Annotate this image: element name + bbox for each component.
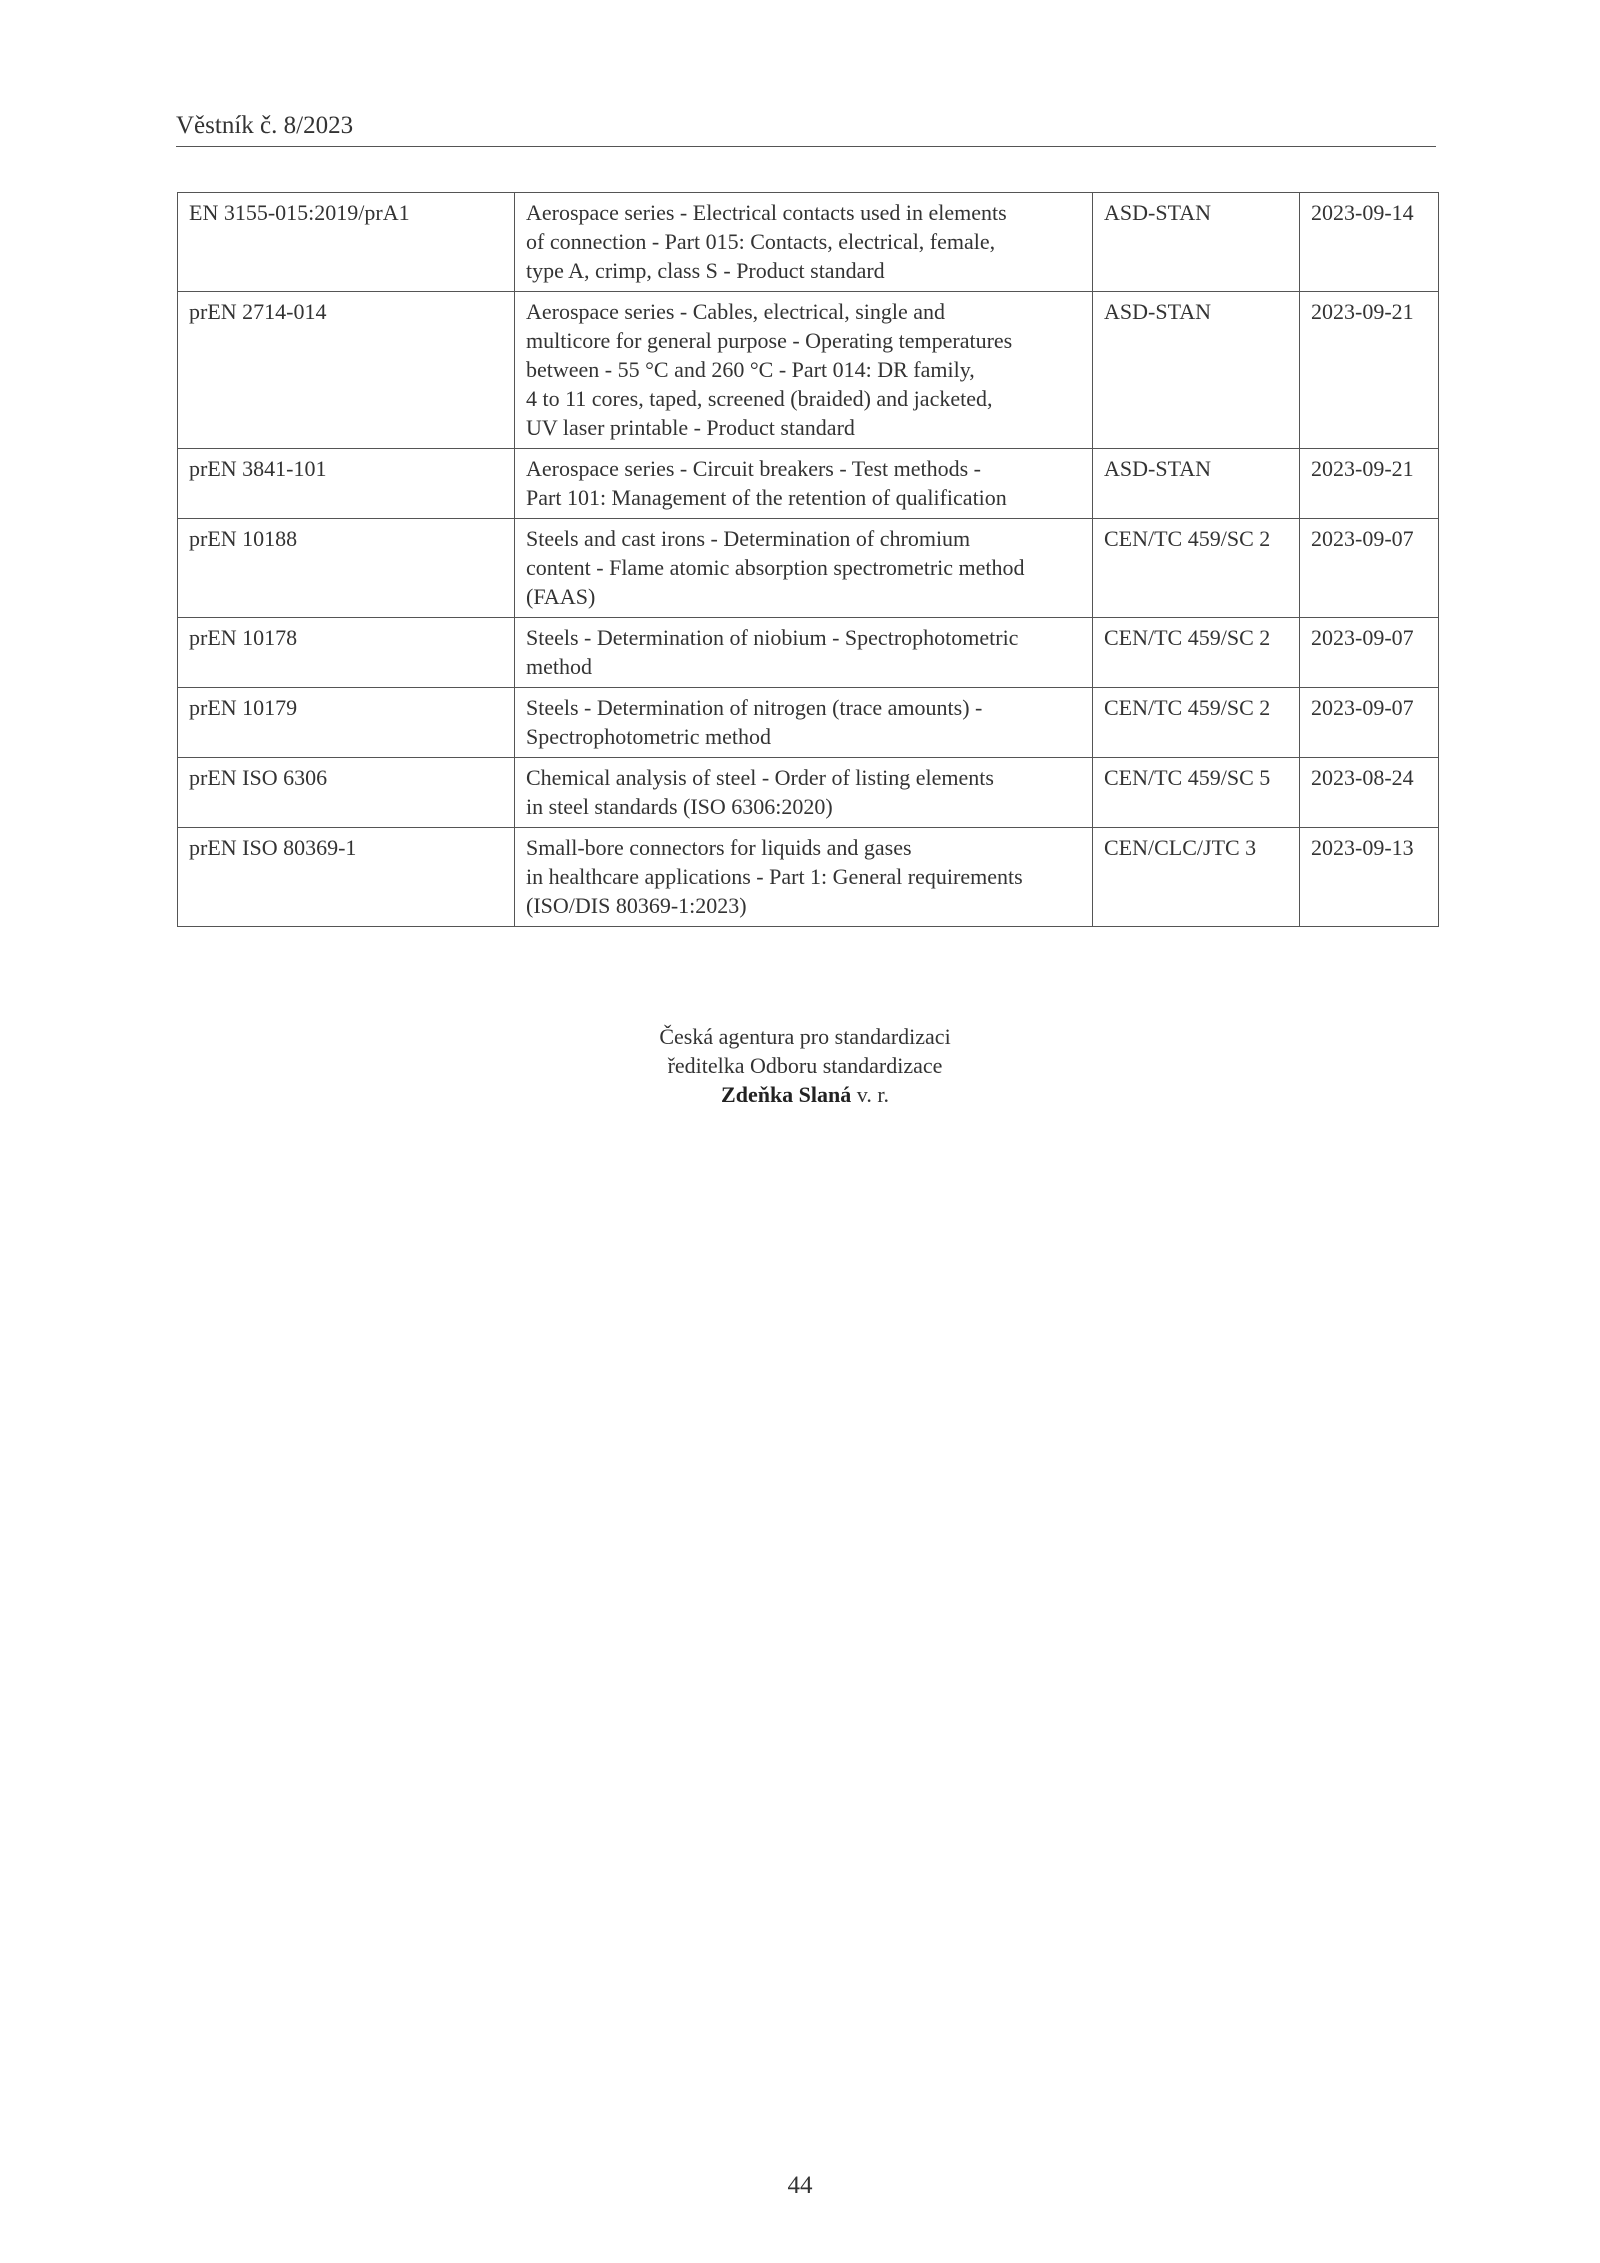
standard-code: prEN ISO 80369-1 <box>178 828 515 927</box>
signatory-role: ředitelka Odboru standardizace <box>667 1053 943 1078</box>
technical-body: CEN/TC 459/SC 2 <box>1093 688 1300 758</box>
technical-body: ASD-STAN <box>1093 292 1300 449</box>
signature-block <box>0 1022 1600 1109</box>
table-row <box>178 519 1439 618</box>
technical-body: ASD-STAN <box>1093 193 1300 292</box>
standard-title: Steels - Determination of nitrogen (trace amounts) - Spectrophotometric method <box>515 688 1093 758</box>
technical-body: CEN/TC 459/SC 5 <box>1093 758 1300 828</box>
standard-title: Steels and cast irons - Determination of chromium content - Flame atomic absorption spectrometric method (FAAS) <box>515 519 1093 618</box>
header-divider <box>176 146 1436 147</box>
deadline-date: 2023-09-21 <box>1300 292 1439 449</box>
standard-code: prEN 3841-101 <box>178 449 515 519</box>
standard-code: prEN 10188 <box>178 519 515 618</box>
table-row <box>178 193 1439 292</box>
standard-title: Aerospace series - Electrical contacts used in elements of connection - Part 015: Contacts, electrical, female, type A, crimp, class S - Product standard <box>515 193 1093 292</box>
signatory-suffix: v. r. <box>851 1082 889 1107</box>
standard-title: Chemical analysis of steel - Order of listing elements in steel standards (ISO 6306:2020) <box>515 758 1093 828</box>
deadline-date: 2023-09-13 <box>1300 828 1439 927</box>
deadline-date: 2023-09-07 <box>1300 618 1439 688</box>
standard-title: Aerospace series - Circuit breakers - Test methods - Part 101: Management of the retention of qualification <box>515 449 1093 519</box>
page-number: 44 <box>787 2172 813 2199</box>
standards-table <box>177 192 1439 927</box>
deadline-date: 2023-09-14 <box>1300 193 1439 292</box>
deadline-date: 2023-09-21 <box>1300 449 1439 519</box>
deadline-date: 2023-09-07 <box>1300 688 1439 758</box>
agency-name: Česká agentura pro standardizaci <box>659 1024 951 1049</box>
technical-body: CEN/TC 459/SC 2 <box>1093 519 1300 618</box>
table-row <box>178 292 1439 449</box>
page-header: Věstník č. 8/2023 <box>176 112 354 139</box>
standard-code: prEN 10178 <box>178 618 515 688</box>
signatory-line <box>0 1080 1600 1109</box>
standard-code: prEN 10179 <box>178 688 515 758</box>
standard-title: Steels - Determination of niobium - Spectrophotometric method <box>515 618 1093 688</box>
standard-code: prEN ISO 6306 <box>178 758 515 828</box>
standard-code: EN 3155-015:2019/prA1 <box>178 193 515 292</box>
technical-body: CEN/TC 459/SC 2 <box>1093 618 1300 688</box>
table-row <box>178 449 1439 519</box>
table-row <box>178 828 1439 927</box>
signatory-name: Zdeňka Slaná <box>721 1082 852 1107</box>
deadline-date: 2023-09-07 <box>1300 519 1439 618</box>
table-row <box>178 688 1439 758</box>
table-row <box>178 618 1439 688</box>
standard-code: prEN 2714-014 <box>178 292 515 449</box>
standard-title: Aerospace series - Cables, electrical, single and multicore for general purpose - Operating temperatures between - 55 °C and 260 °C - Part 014: DR family, 4 to 11 cores, taped, screened (braided) and jacketed, UV laser printable - Product standard <box>515 292 1093 449</box>
standard-title: Small-bore connectors for liquids and gases in healthcare applications - Part 1: General requirements (ISO/DIS 80369-1:2023) <box>515 828 1093 927</box>
technical-body: CEN/CLC/JTC 3 <box>1093 828 1300 927</box>
technical-body: ASD-STAN <box>1093 449 1300 519</box>
table-row <box>178 758 1439 828</box>
deadline-date: 2023-08-24 <box>1300 758 1439 828</box>
